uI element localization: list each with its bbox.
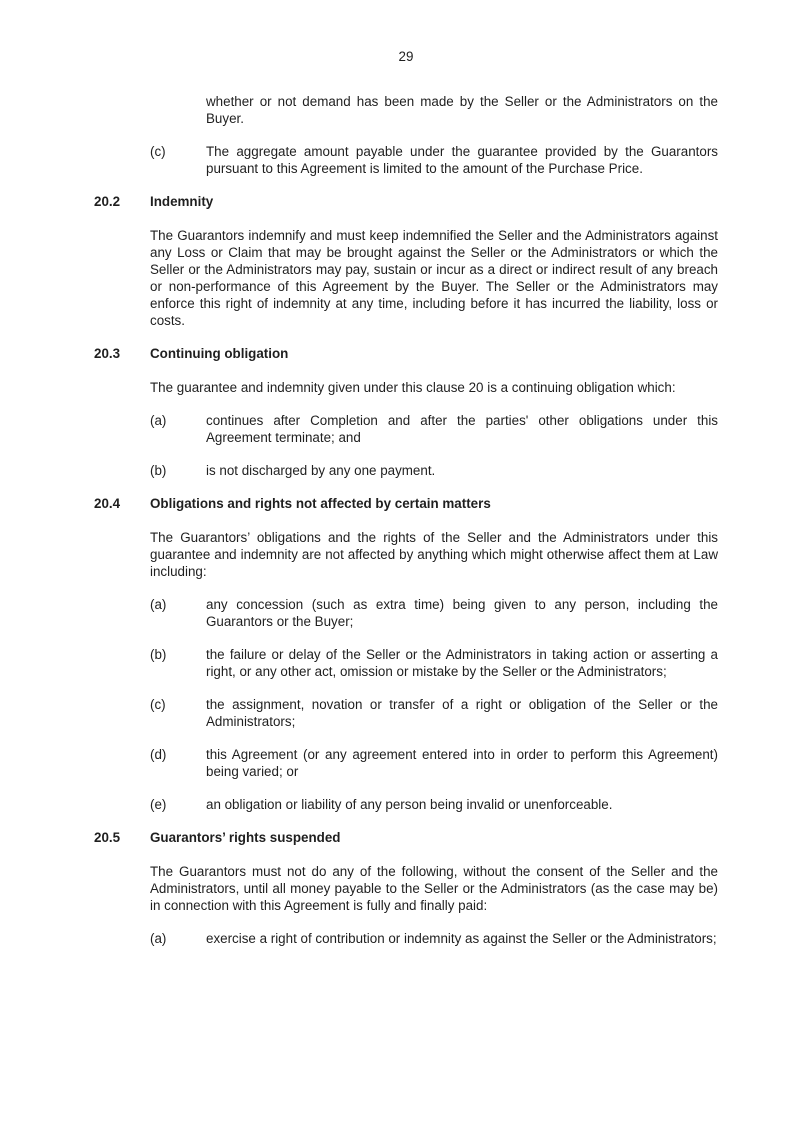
page-content: [94, 48, 718, 963]
list-item: [150, 696, 718, 730]
section-number: 20.2: [94, 194, 121, 209]
item-text: The aggregate amount payable under the guarantee provided by the Guarantors pursuant to this Agreement is limited to the amount of the Purchase Price.: [206, 144, 718, 176]
item-text: the assignment, novation or transfer of a right or obligation of the Seller or the Administrators;: [206, 697, 718, 729]
list-item: [150, 646, 718, 680]
page-number: 29: [398, 49, 414, 64]
item-marker: (c): [150, 697, 166, 712]
section-heading-row: [94, 345, 718, 362]
item-text: the failure or delay of the Seller or the Administrators in taking action or asserting a right, or any other act, omission or mistake by the Seller or the Administrators;: [206, 647, 718, 679]
list-item: [150, 412, 718, 446]
item-marker: (a): [150, 597, 167, 612]
section-number: 20.4: [94, 496, 121, 511]
section-20-4: [94, 495, 718, 813]
list-item: [150, 596, 718, 630]
section-heading-row: [94, 495, 718, 512]
section-paragraph: The Guarantors’ obligations and the rights of the Seller and the Administrators under this guarantee and indemnity are not affected by anything which might otherwise affect them at Law including:: [150, 530, 718, 579]
item-marker: (a): [150, 931, 167, 946]
section-number: 20.3: [94, 346, 121, 361]
list-item: [150, 462, 718, 479]
list-item: [150, 746, 718, 780]
item-text: is not discharged by any one payment.: [206, 463, 436, 478]
section-paragraph: The Guarantors must not do any of the following, without the consent of the Seller and the Administrators, until all money payable to the Seller or the Administrators (as the case may be) in connection with this Agreement is fully and finally paid:: [150, 864, 718, 913]
section-heading: Indemnity: [150, 194, 214, 209]
section-number: 20.5: [94, 830, 121, 845]
item-text: this Agreement (or any agreement entered into in order to perform this Agreement) being varied; or: [206, 747, 718, 779]
section-paragraph: The Guarantors indemnify and must keep indemnified the Seller and the Administrators against any Loss or Claim that may be brought against the Seller or the Administrators or which the Seller or the Administrators may pay, sustain or incur as a direct or indirect result of any breach or non-performance of this Agreement by the Buyer. The Seller or the Administrators may enforce this right of indemnity at any time, including before it has incurred the liability, loss or costs.: [150, 228, 718, 328]
item-marker: (c): [150, 144, 166, 159]
item-marker: (d): [150, 747, 167, 762]
item-marker: (a): [150, 413, 167, 428]
item-marker: (b): [150, 647, 167, 662]
section-heading-row: [94, 829, 718, 846]
item-marker: (b): [150, 463, 167, 478]
item-marker: (e): [150, 797, 167, 812]
continuation-paragraph: whether or not demand has been made by the Seller or the Administrators on the Buyer.: [206, 94, 718, 126]
section-20-5: [94, 829, 718, 947]
item-text: any concession (such as extra time) being given to any person, including the Guarantors or the Buyer;: [206, 597, 718, 629]
section-heading: Obligations and rights not affected by certain matters: [150, 496, 491, 511]
list-item: [150, 143, 718, 177]
item-text: exercise a right of contribution or indemnity as against the Seller or the Administrators;: [206, 931, 717, 946]
list-item: [150, 930, 718, 947]
section-heading: Guarantors’ rights suspended: [150, 830, 341, 845]
section-heading-row: [94, 193, 718, 210]
section-20-2: [94, 193, 718, 329]
item-text: an obligation or liability of any person being invalid or unenforceable.: [206, 797, 613, 812]
section-20-3: [94, 345, 718, 479]
list-item: [150, 796, 718, 813]
item-text: continues after Completion and after the parties' other obligations under this Agreement terminate; and: [206, 413, 718, 445]
section-paragraph: The guarantee and indemnity given under this clause 20 is a continuing obligation which:: [150, 380, 676, 395]
section-heading: Continuing obligation: [150, 346, 289, 361]
